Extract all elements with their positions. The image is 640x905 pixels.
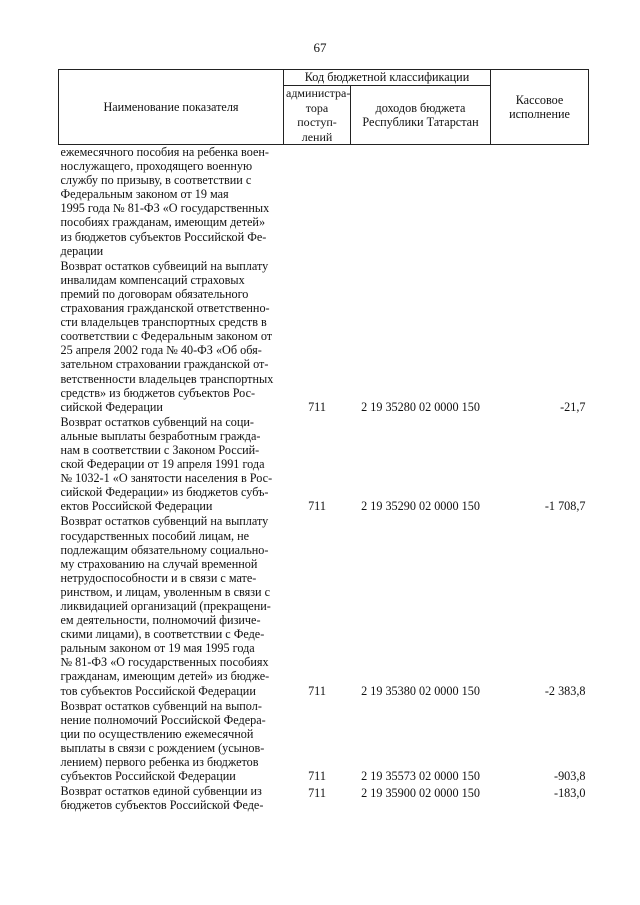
row-name: Возврат остатков субвенций на соци- альные выплаты безработным гражда- нам в соответствии с Законом Россий- ской Федерации от 19 апреля 1991 года № 1032-1 «О занятости населения в Рос- сийской Федерации» из бюджетов субъ- ектов Российской Федерации bbox=[60, 414, 273, 514]
row-execution: -2 383,8 bbox=[544, 683, 586, 698]
row-name: ежемесячного пособия на ребенка воен- нослужащего, проходящего военную службу по призыву, в соответствии с Федеральным законом от 19 мая 1995 года № 81-ФЗ «О государственных пособиях гражданам, имеющим детей» из бюджетов субъектов Российской Фе- дерации bbox=[60, 145, 270, 258]
row-execution bbox=[491, 145, 589, 259]
row-execution: -1 708,7 bbox=[544, 499, 586, 514]
header-admin: администра- тора поступ- лений bbox=[284, 86, 351, 145]
row-name: Возврат остатков единой субвенции из бюджетов субъектов Российской Феде- bbox=[60, 784, 264, 813]
row-revenue-code: 2 19 35290 02 0000 150 bbox=[361, 499, 480, 514]
header-name: Наименование показателя bbox=[59, 70, 284, 145]
row-revenue-code bbox=[351, 145, 491, 259]
row-revenue-code: 2 19 35573 02 0000 150 bbox=[361, 769, 480, 784]
row-admin-code: 711 bbox=[308, 786, 326, 801]
row-admin-code: 711 bbox=[308, 769, 326, 784]
header-revenue: доходов бюджета Республики Татарстан bbox=[351, 86, 491, 145]
table-row bbox=[59, 259, 589, 415]
row-revenue-code: 2 19 35280 02 0000 150 bbox=[361, 399, 480, 414]
table-row bbox=[59, 145, 589, 259]
row-execution: -903,8 bbox=[554, 769, 586, 784]
table-header bbox=[59, 70, 589, 145]
row-name: Возврат остатков субвеиций на выплату инвалидам компенсаций страховых премий по договорам обязательного страхования гражданской ответственно- сти владельцев транспортных средств в соответствии с Федеральным законом от 25 апреля 2002 года № 40-ФЗ «Об обя- зательном страховании гражданской от- ветственности владельцев транспортных средств» из бюджетов субъектов Рос- сийской Федерации bbox=[60, 258, 274, 414]
row-admin-code: 711 bbox=[308, 399, 326, 414]
table-row bbox=[59, 415, 589, 515]
row-admin-code: 711 bbox=[308, 499, 326, 514]
row-revenue-code: 2 19 35380 02 0000 150 bbox=[361, 683, 480, 698]
budget-table bbox=[58, 69, 589, 813]
header-execution: Кассовое исполнение bbox=[491, 70, 589, 145]
table-row bbox=[59, 514, 589, 698]
row-name: Возврат остатков субвенций на выплату государственных пособий лицам, не подлежащим обязательному социально- му страхованию на случай временной нетрудоспособности и в связи с мате- ринством, и лицам, уволенным в связи с ликвидацией организаций (прекращени- ем деятельности, полномочий физиче- скими лицами), в соответствии с Феде- ральным законом от 19 мая 1995 года № 81-ФЗ «О государственных пособиях гражданам, имеющим детей» из бюдже- тов субъектов Российской Федерации bbox=[60, 514, 271, 698]
header-classification: Код бюджетной классификации bbox=[284, 70, 491, 86]
page-number: 67 bbox=[313, 40, 327, 55]
row-execution: -183,0 bbox=[554, 786, 586, 801]
row-admin-code: 711 bbox=[308, 683, 326, 698]
row-execution: -21,7 bbox=[560, 399, 586, 414]
row-name: Возврат остатков субвенций на выпол- нение полномочий Российской Федера- ции по осуществлению ежемесячной выплаты в связи с рождением (усынов- лением) первого ребенка из бюджетов субъектов Российской Федерации bbox=[60, 698, 266, 784]
table-row bbox=[59, 784, 589, 813]
table-row bbox=[59, 699, 589, 785]
row-revenue-code: 2 19 35900 02 0000 150 bbox=[361, 786, 480, 801]
row-admin-code bbox=[284, 145, 351, 259]
